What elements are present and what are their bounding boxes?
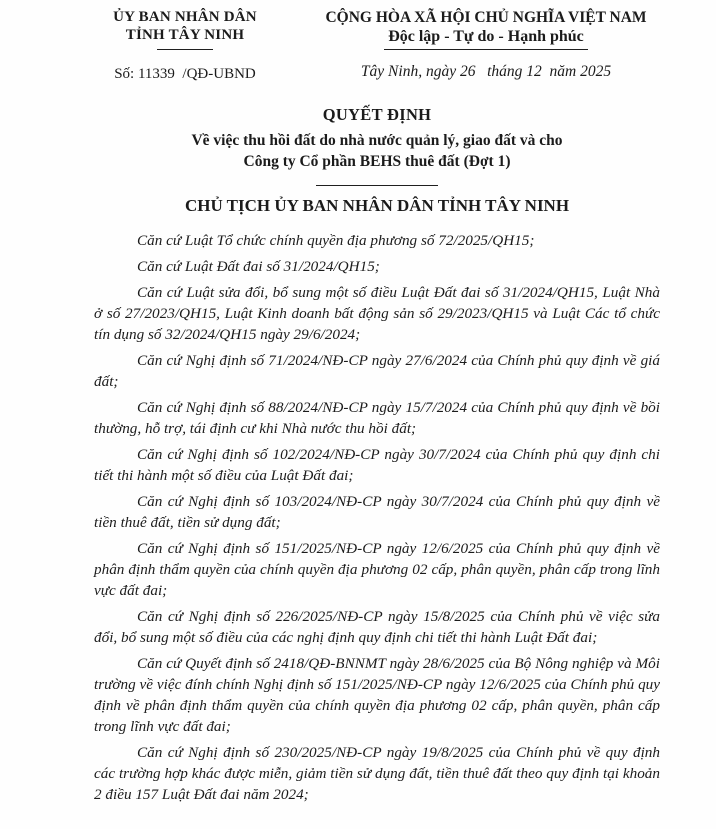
legal-basis-paragraph: Căn cứ Nghị định số 71/2024/NĐ-CP ngày 27/6/2024 của Chính phủ quy định về giá đất; bbox=[94, 352, 660, 390]
deciding-authority-title: CHỦ TỊCH ỦY BAN NHÂN DÂN TỈNH TÂY NINH bbox=[184, 196, 570, 215]
legal-basis-section bbox=[94, 230, 660, 805]
issuer-divider-rule bbox=[157, 49, 213, 50]
document-number: Số: 11339 /QĐ-UBND bbox=[114, 66, 256, 82]
document-header bbox=[0, 0, 716, 83]
national-header-block bbox=[310, 8, 662, 83]
legal-basis-paragraph: Căn cứ Nghị định số 103/2024/NĐ-CP ngày 30/7/2024 của Chính phủ quy định về tiền thuê đất, tiền sử dụng đất; bbox=[94, 493, 660, 531]
legal-basis-paragraph: Căn cứ Luật Đất đai số 31/2024/QH15; bbox=[137, 258, 380, 275]
legal-basis-paragraph: Căn cứ Nghị định số 88/2024/NĐ-CP ngày 15/7/2024 của Chính phủ quy định về bồi thường, hỗ trợ, tái định cư khi Nhà nước thu hồi đất; bbox=[94, 399, 660, 437]
decision-heading: QUYẾT ĐỊNH bbox=[322, 105, 432, 124]
motto-divider-rule bbox=[384, 49, 588, 50]
issuing-province-name: TỈNH TÂY NINH bbox=[125, 27, 245, 43]
legal-basis-paragraph: Căn cứ Nghị định số 226/2025/NĐ-CP ngày 15/8/2025 của Chính phủ về việc sửa đổi, bổ sung một số điều của các nghị định quy định chi tiết thi hành Luật Đất đai; bbox=[94, 608, 660, 646]
decision-subject-line-2: Công ty Cổ phần BEHS thuê đất (Đợt 1) bbox=[243, 153, 511, 170]
issuing-org-name: ỦY BAN NHÂN DÂN bbox=[113, 9, 257, 25]
subject-divider-rule bbox=[316, 185, 438, 186]
legal-basis-paragraph: Căn cứ Luật Tổ chức chính quyền địa phương số 72/2025/QH15; bbox=[137, 232, 535, 249]
issuing-authority-block bbox=[60, 8, 310, 83]
legal-basis-paragraph: Căn cứ Quyết định số 2418/QĐ-BNNMT ngày 28/6/2025 của Bộ Nông nghiệp và Môi trường về việc đính chính Nghị định số 151/2025/NĐ-CP ngày 12/6/2025 của Chính phủ quy định về phân định thẩm quyền của chính quyền địa phương 02 cấp, phân quyền, phân cấp trong lĩnh vực đất đai; bbox=[94, 655, 660, 735]
decision-subject bbox=[94, 130, 660, 172]
place-date-line: Tây Ninh, ngày 26 tháng 12 năm 2025 bbox=[360, 63, 612, 80]
legal-basis-paragraph: Căn cứ Nghị định số 102/2024/NĐ-CP ngày 30/7/2024 của Chính phủ quy định chi tiết thi hành một số điều của Luật Đất đai; bbox=[94, 446, 660, 484]
legal-basis-paragraph: Căn cứ Nghị định số 230/2025/NĐ-CP ngày 19/8/2025 của Chính phủ về quy định các trường hợp khác được miễn, giảm tiền sử dụng đất, tiền thuê đất theo quy định tại khoản 2 điều 157 Luật Đất đai năm 2024; bbox=[94, 744, 660, 803]
national-title: CỘNG HÒA XÃ HỘI CHỦ NGHĨA VIỆT NAM bbox=[325, 9, 647, 26]
decision-subject-line-1: Về việc thu hồi đất do nhà nước quản lý, giao đất và cho bbox=[191, 132, 563, 149]
legal-basis-paragraph: Căn cứ Nghị định số 151/2025/NĐ-CP ngày 12/6/2025 của Chính phủ quy định về phân định thẩm quyền của chính quyền địa phương 02 cấp, phân quyền, phân cấp trong lĩnh vực đất đai; bbox=[94, 540, 660, 599]
legal-basis-paragraph: Căn cứ Luật sửa đổi, bổ sung một số điều Luật Đất đai số 31/2024/QH15, Luật Nhà ở số 27/2023/QH15, Luật Kinh doanh bất động sản số 29/2023/QH15 và Luật Các tổ chức tín dụng số 32/2024/QH15 ngày 29/6/2024; bbox=[94, 284, 660, 343]
decision-title-block bbox=[94, 105, 660, 217]
national-motto: Độc lập - Tự do - Hạnh phúc bbox=[388, 28, 584, 45]
